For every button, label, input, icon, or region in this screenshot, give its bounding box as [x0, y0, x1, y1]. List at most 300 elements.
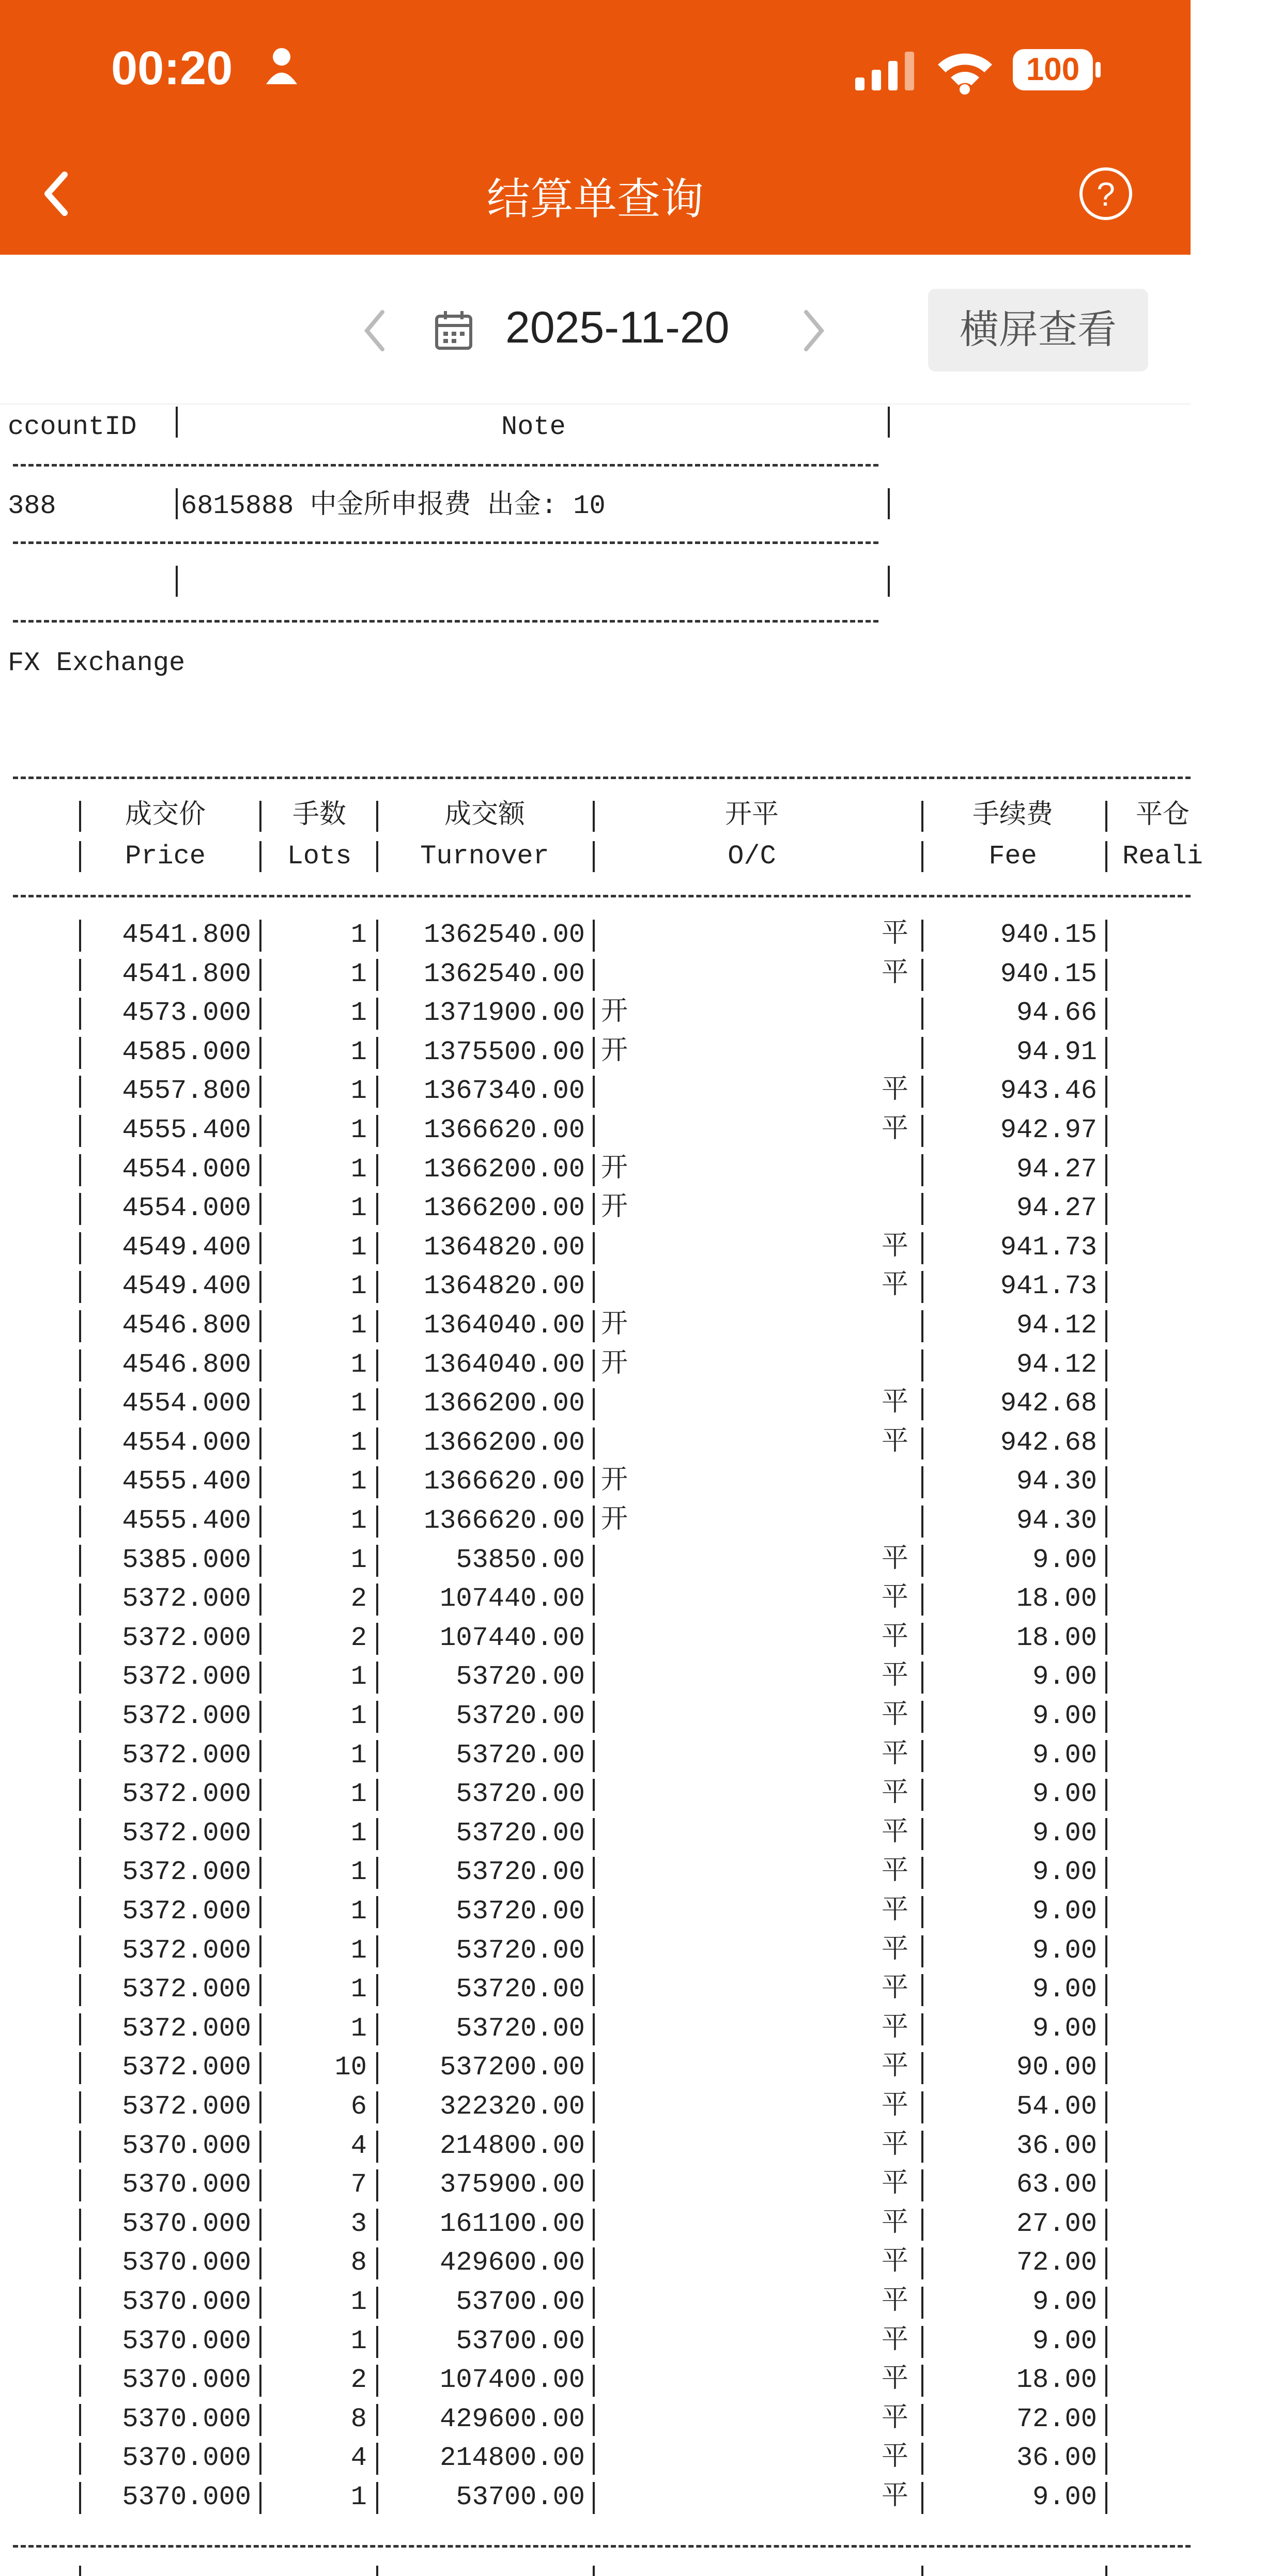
pipe — [1105, 1545, 1107, 1577]
pipe — [921, 2404, 923, 2436]
pipe — [593, 2482, 595, 2514]
pipe — [259, 1466, 261, 1498]
fee-cell: 94.30 — [1016, 1466, 1097, 1497]
fee-cell: 94.27 — [1016, 1154, 1097, 1185]
fee-cell: 18.00 — [1016, 1584, 1097, 1614]
turnover-cell: 1375500.00 — [423, 1037, 585, 1067]
turnover-cell: 1364820.00 — [423, 1271, 585, 1301]
pipe — [376, 1037, 378, 1069]
price-cell: 5372.000 — [122, 1701, 251, 1731]
open-close-cell: 平 — [882, 959, 909, 989]
pipe — [921, 2287, 923, 2319]
pipe — [1105, 1037, 1107, 1069]
open-close-cell: 平 — [882, 1427, 909, 1458]
turnover-cell: 1371900.00 — [423, 998, 585, 1028]
pipe — [376, 2287, 378, 2319]
pipe — [79, 1310, 81, 1342]
pipe — [79, 1896, 81, 1928]
turnover-cell: 1366200.00 — [423, 1193, 585, 1223]
pipe — [921, 1584, 923, 1616]
turnover-cell: 53700.00 — [456, 2482, 585, 2512]
pipe — [376, 2482, 378, 2514]
lots-cell: 1 — [350, 2326, 367, 2356]
pipe — [593, 1506, 595, 1538]
price-cell: 5370.000 — [122, 2287, 251, 2317]
pipe — [1105, 1662, 1107, 1694]
pipe — [593, 841, 595, 872]
fee-cell: 18.00 — [1016, 2365, 1097, 2395]
pipe — [1105, 1271, 1107, 1303]
lots-cell: 8 — [350, 2404, 367, 2434]
pipe — [79, 1662, 81, 1694]
price-cell: 4549.400 — [122, 1232, 251, 1263]
pipe — [593, 959, 595, 991]
pipe — [79, 2365, 81, 2397]
lots-cell: 1 — [350, 1037, 367, 1067]
fee-cell: 90.00 — [1016, 2052, 1097, 2083]
pipe — [593, 2052, 595, 2084]
open-close-cell: 平 — [882, 1818, 909, 1849]
price-cell: 5385.000 — [122, 1545, 251, 1575]
price-cell: 4546.800 — [122, 1349, 251, 1380]
pipe — [921, 1076, 923, 1108]
price-cell: 5372.000 — [122, 1896, 251, 1927]
pipe — [593, 1935, 595, 1967]
fee-cell: 9.00 — [1032, 2326, 1097, 2356]
pipe — [376, 2131, 378, 2163]
pipe — [259, 1974, 261, 2006]
pipe — [259, 801, 261, 832]
lots-cell: 2 — [350, 1623, 367, 1653]
pipe — [593, 1662, 595, 1694]
pipe — [79, 1545, 81, 1577]
pipe — [593, 1349, 595, 1382]
lots-cell: 1 — [350, 959, 367, 989]
pipe — [1105, 1584, 1107, 1616]
pipe — [376, 1466, 378, 1498]
pipe — [259, 1545, 261, 1577]
turnover-cell: 1367340.00 — [423, 1076, 585, 1106]
pipe — [1105, 2052, 1107, 2084]
pipe — [79, 2443, 81, 2475]
price-cell: 4546.800 — [122, 1310, 251, 1341]
pipe — [376, 920, 378, 952]
pipe — [79, 2247, 81, 2279]
turnover-cell: 53720.00 — [456, 1818, 585, 1849]
open-close-cell: 平 — [882, 1896, 909, 1927]
price-cell: 5372.000 — [122, 1623, 251, 1653]
calendar-icon[interactable] — [434, 310, 473, 351]
turnover-cell: 429600.00 — [440, 2247, 585, 2278]
pipe — [376, 1935, 378, 1967]
turnover-cell: 1364820.00 — [423, 1232, 585, 1263]
price-cell: 5372.000 — [122, 1857, 251, 1887]
pipe — [79, 920, 81, 952]
pipe — [593, 1779, 595, 1811]
pipe — [1105, 1076, 1107, 1108]
pipe — [921, 2365, 923, 2397]
turnover-cell: 53850.00 — [456, 1545, 585, 1575]
pipe — [1105, 1857, 1107, 1889]
pipe — [593, 1584, 595, 1616]
pipe — [79, 1154, 81, 1186]
next-date-chevron-icon[interactable] — [801, 309, 827, 352]
price-cell: 5372.000 — [122, 1662, 251, 1692]
help-icon[interactable] — [1077, 165, 1134, 222]
turnover-cell: 1362540.00 — [423, 920, 585, 950]
open-close-cell: 平 — [882, 1935, 909, 1966]
pipe — [376, 1115, 378, 1147]
price-cell: 5372.000 — [122, 1779, 251, 1809]
pipe — [921, 1154, 923, 1186]
pipe — [79, 841, 81, 872]
open-close-cell: 开 — [601, 998, 628, 1028]
pipe — [593, 2287, 595, 2319]
pipe — [1105, 959, 1107, 991]
open-close-cell: 平 — [882, 1857, 909, 1887]
pipe — [376, 2566, 378, 2576]
pipe — [259, 1857, 261, 1889]
pipe — [1105, 2013, 1107, 2045]
pipe — [79, 2326, 81, 2358]
price-cell: 5370.000 — [122, 2443, 251, 2473]
pipe — [921, 1310, 923, 1342]
open-close-cell: 平 — [882, 1076, 909, 1106]
pipe — [79, 2169, 81, 2201]
turnover-cell: 107400.00 — [440, 2365, 585, 2395]
selected-date[interactable]: 2025-11-20 — [505, 303, 730, 352]
open-close-cell: 开 — [601, 1506, 628, 1536]
lots-cell: 1 — [350, 1935, 367, 1966]
pipe — [593, 2365, 595, 2397]
pipe — [79, 2131, 81, 2163]
lots-cell: 4 — [350, 2131, 367, 2161]
pipe — [79, 2091, 81, 2123]
pipe — [921, 2091, 923, 2123]
fee-cell: 54.00 — [1016, 2091, 1097, 2122]
pipe — [888, 488, 890, 519]
fee-cell: 9.00 — [1032, 1896, 1097, 1927]
pipe — [259, 2013, 261, 2045]
column-header: 平仓 — [1135, 801, 1190, 831]
signal-icon — [855, 52, 915, 90]
pipe — [1105, 2566, 1107, 2576]
pipe — [593, 1818, 595, 1850]
pipe — [921, 1662, 923, 1694]
pipe — [79, 2052, 81, 2084]
pipe — [593, 1076, 595, 1108]
pipe — [593, 1232, 595, 1264]
divider — [13, 2545, 1191, 2548]
turnover-cell: 1366200.00 — [423, 1154, 585, 1185]
price-cell: 4541.800 — [122, 959, 251, 989]
turnover-cell: 1366620.00 — [423, 1506, 585, 1536]
turnover-cell: 53720.00 — [456, 1701, 585, 1731]
pipe — [79, 1466, 81, 1498]
pipe — [259, 2482, 261, 2514]
pipe — [259, 2287, 261, 2319]
fee-cell: 942.68 — [1000, 1427, 1097, 1458]
lots-cell: 3 — [350, 2209, 367, 2239]
pipe — [79, 1779, 81, 1811]
pipe — [376, 1779, 378, 1811]
column-header: 成交额 — [444, 801, 525, 831]
open-close-cell: 开 — [601, 1466, 628, 1497]
price-cell: 5372.000 — [122, 2052, 251, 2083]
pipe — [593, 1115, 595, 1147]
open-close-cell: 开 — [601, 1349, 628, 1380]
pipe — [921, 920, 923, 952]
pipe — [376, 2169, 378, 2201]
pipe — [79, 1388, 81, 1420]
pipe — [593, 2566, 595, 2576]
person-icon — [264, 45, 300, 87]
turnover-cell: 161100.00 — [440, 2209, 585, 2239]
pipe — [1105, 841, 1107, 872]
lots-cell: 1 — [350, 1466, 367, 1497]
landscape-view-button[interactable]: 横屏查看 — [928, 289, 1148, 371]
svg-text:?: ? — [1097, 176, 1115, 213]
pipe — [921, 1623, 923, 1655]
lots-cell: 8 — [350, 2247, 367, 2278]
pipe — [593, 1545, 595, 1577]
open-close-cell: 平 — [882, 920, 909, 950]
open-close-cell: 平 — [882, 2091, 909, 2122]
pipe — [1105, 998, 1107, 1030]
price-cell: 5370.000 — [122, 2209, 251, 2239]
price-cell: 5370.000 — [122, 2404, 251, 2434]
pipe — [259, 1349, 261, 1382]
pipe — [1105, 2169, 1107, 2201]
lots-cell: 1 — [350, 1349, 367, 1380]
pipe — [79, 801, 81, 832]
turnover-cell: 1364040.00 — [423, 1349, 585, 1380]
fee-cell: 94.30 — [1016, 1506, 1097, 1536]
turnover-cell: 1366200.00 — [423, 1388, 585, 1419]
pipe — [1105, 1427, 1107, 1460]
fee-cell: 940.15 — [1000, 959, 1097, 989]
open-close-cell: 平 — [882, 1623, 909, 1653]
pipe — [921, 1701, 923, 1733]
price-cell: 5372.000 — [122, 1974, 251, 2005]
lots-cell: 1 — [350, 1662, 367, 1692]
pipe — [79, 1232, 81, 1264]
fee-cell: 9.00 — [1032, 1779, 1097, 1809]
lots-cell: 1 — [350, 1154, 367, 1185]
price-cell: 5370.000 — [122, 2131, 251, 2161]
price-cell: 4554.000 — [122, 1388, 251, 1419]
fee-cell: 9.00 — [1032, 1974, 1097, 2005]
pipe — [921, 1427, 923, 1460]
open-close-cell: 平 — [882, 1662, 909, 1692]
lots-cell: 1 — [350, 1857, 367, 1887]
pipe — [259, 1818, 261, 1850]
turnover-cell: 53720.00 — [456, 1857, 585, 1887]
turnover-cell: 375900.00 — [440, 2169, 585, 2200]
pipe — [593, 2169, 595, 2201]
turnover-cell: 53720.00 — [456, 1662, 585, 1692]
turnover-cell: 107440.00 — [440, 1584, 585, 1614]
lots-cell: 1 — [350, 1427, 367, 1458]
pipe — [259, 1701, 261, 1733]
pipe — [259, 2052, 261, 2084]
pipe — [79, 2287, 81, 2319]
prev-date-chevron-icon[interactable] — [362, 309, 388, 352]
pipe — [79, 2209, 81, 2241]
price-cell: 4555.400 — [122, 1466, 251, 1497]
pipe — [79, 1818, 81, 1850]
pipe — [376, 2247, 378, 2279]
pipe — [376, 1857, 378, 1889]
pipe — [376, 1076, 378, 1108]
pipe — [921, 2169, 923, 2201]
price-cell: 4585.000 — [122, 1037, 251, 1067]
pipe — [376, 801, 378, 832]
turnover-cell: 53700.00 — [456, 2287, 585, 2317]
pipe — [376, 1896, 378, 1928]
pipe — [259, 1740, 261, 1772]
pipe — [921, 1115, 923, 1147]
pipe — [1105, 920, 1107, 952]
open-close-cell: 平 — [882, 1232, 909, 1263]
column-header: Reali — [1122, 841, 1203, 872]
price-cell: 5372.000 — [122, 2013, 251, 2044]
note-text: 6815888 中金所申报费 出金: 10 — [181, 491, 606, 521]
pipe — [921, 841, 923, 872]
pipe — [921, 2326, 923, 2358]
price-cell: 4555.400 — [122, 1115, 251, 1145]
open-close-cell: 平 — [882, 2443, 909, 2473]
pipe — [259, 2091, 261, 2123]
fee-cell: 9.00 — [1032, 1662, 1097, 1692]
pipe — [259, 2443, 261, 2475]
pipe — [1105, 1388, 1107, 1420]
pipe — [259, 1076, 261, 1108]
pipe — [176, 488, 178, 519]
pipe — [1105, 2247, 1107, 2279]
lots-cell: 1 — [350, 2013, 367, 2044]
column-header: Fee — [989, 841, 1037, 872]
lots-cell: 1 — [350, 1779, 367, 1809]
fee-cell: 941.73 — [1000, 1271, 1097, 1301]
divider — [13, 464, 878, 467]
pipe — [921, 1037, 923, 1069]
open-close-cell: 开 — [601, 1310, 628, 1341]
turnover-cell: 53720.00 — [456, 1935, 585, 1966]
pipe — [376, 2013, 378, 2045]
battery-cap — [1095, 62, 1101, 77]
pipe — [79, 1857, 81, 1889]
pipe — [259, 1310, 261, 1342]
open-close-cell: 平 — [882, 1740, 909, 1771]
pipe — [921, 2566, 923, 2576]
pipe — [593, 1857, 595, 1889]
lots-cell: 1 — [350, 1193, 367, 1223]
pipe — [259, 1506, 261, 1538]
pipe — [593, 2247, 595, 2279]
pipe — [1105, 1701, 1107, 1733]
col-header-note: Note — [501, 412, 566, 442]
lots-cell: 1 — [350, 1701, 367, 1731]
open-close-cell: 平 — [882, 2404, 909, 2434]
lots-cell: 1 — [350, 920, 367, 950]
turnover-cell: 1366620.00 — [423, 1466, 585, 1497]
open-close-cell: 开 — [601, 1154, 628, 1185]
pipe — [79, 2482, 81, 2514]
column-header: 开平 — [724, 801, 779, 831]
pipe — [79, 2404, 81, 2436]
pipe — [176, 566, 178, 597]
pipe — [1105, 1818, 1107, 1850]
fee-cell: 942.97 — [1000, 1115, 1097, 1145]
status-time: 00:20 — [111, 42, 233, 95]
pipe — [376, 1310, 378, 1342]
pipe — [259, 2326, 261, 2358]
open-close-cell: 平 — [882, 1115, 909, 1145]
pipe — [921, 1545, 923, 1577]
lots-cell: 1 — [350, 1818, 367, 1849]
pipe — [376, 2209, 378, 2241]
lots-cell: 1 — [350, 1506, 367, 1536]
pipe — [259, 2404, 261, 2436]
pipe — [259, 1623, 261, 1655]
pipe — [376, 2326, 378, 2358]
fee-cell: 94.91 — [1016, 1037, 1097, 1067]
pipe — [593, 2091, 595, 2123]
price-cell: 4554.000 — [122, 1193, 251, 1223]
pipe — [1105, 2404, 1107, 2436]
pipe — [259, 1935, 261, 1967]
pipe — [1105, 2209, 1107, 2241]
pipe — [259, 1193, 261, 1225]
pipe — [259, 959, 261, 991]
pipe — [259, 1115, 261, 1147]
wifi-icon — [935, 49, 995, 90]
pipe — [376, 998, 378, 1030]
battery-level: 100 — [1026, 52, 1080, 87]
pipe — [593, 1154, 595, 1186]
lots-cell: 1 — [350, 1388, 367, 1419]
column-header: Turnover — [420, 841, 549, 872]
pipe — [1105, 2287, 1107, 2319]
fee-cell: 72.00 — [1016, 2247, 1097, 2278]
pipe — [1105, 2482, 1107, 2514]
fee-cell: 940.15 — [1000, 920, 1097, 950]
pipe — [593, 998, 595, 1030]
lots-cell: 1 — [350, 1076, 367, 1106]
fee-cell: 943.46 — [1000, 1076, 1097, 1106]
pipe — [593, 2326, 595, 2358]
pipe — [79, 1974, 81, 2006]
pipe — [1105, 1506, 1107, 1538]
pipe — [593, 2443, 595, 2475]
price-cell: 5372.000 — [122, 1818, 251, 1849]
pipe — [259, 1154, 261, 1186]
pipe — [593, 2209, 595, 2241]
open-close-cell: 平 — [882, 2287, 909, 2317]
lots-cell: 1 — [350, 1545, 367, 1575]
fee-cell: 9.00 — [1032, 1545, 1097, 1575]
fee-cell: 94.12 — [1016, 1310, 1097, 1341]
pipe — [921, 2247, 923, 2279]
pipe — [259, 1388, 261, 1420]
turnover-cell: 214800.00 — [440, 2443, 585, 2473]
pipe — [259, 1662, 261, 1694]
pipe — [79, 1740, 81, 1772]
lots-cell: 1 — [350, 1740, 367, 1771]
pipe — [376, 2052, 378, 2084]
fee-cell: 9.00 — [1032, 2482, 1097, 2512]
